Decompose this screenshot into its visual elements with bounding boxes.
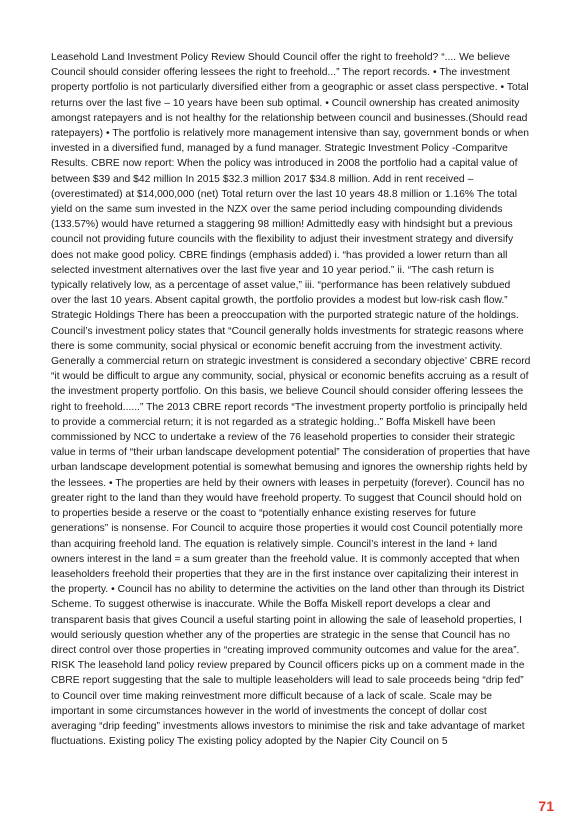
page-number: 71 — [538, 798, 554, 814]
body-paragraph: Leasehold Land Investment Policy Review Should Council offer the right to freehold? “.... We believe Council should consider offering lessees the right to freehold...” The report records. • The investment property portfolio is not particularly diversified either from a geographic or asset class perspective. • Total returns over the last five – 10 years have been sub optimal. • Council ownership has created animosity amongst ratepayers and is not healthy for the relationship between council and businesses.(Should read ratepayers) • The portfolio is relatively more management intensive than say, government bonds or when invested in a diversified fund, managed by a fund manager. Strategic Investment Policy -Comparitve Results. CBRE now report: When the policy was introduced in 2008 the portfolio had a capital value of between $39 and $42 million In 2015 $32.3 million 2017 $34.8 million. Add in rent received – (overestimated) at $14,000,000 (net) Total return over the last 10 years 48.8 million or 1.16% The total yield on the same sum invested in the NZX over the same period including compounding dividends (133.57%) would have returned a staggering 98 million! Admittedly easy with hindsight but a previous council not providing future councils with the flexibility to adjust their investment strategy and diversify does not make good policy. CBRE findings (emphasis added) i. “has provided a lower return than all selected investment alternatives over the last five year and 10 year period.” ii. “The cash return is typically relatively low, as a percentage of asset value,” iii. “performance has been relatively subdued over the last 10 years. Absent capital growth, the portfolio provides a modest but low-risk cash flow.” Strategic Holdings There has been a preoccupation with the purported strategic nature of the holdings. Council’s investment policy states that “Council generally holds investments for strategic reasons where there is some community, social physical or economic benefit accruing from the investment activity. Generally a commercial return on strategic investment is considered a secondary objective’ CBRE record “it would be difficult to argue any community, social, physical or economic benefits accruing as a result of the investment property portfolio. On this basis, we believe Council should consider offering lessees the right to freehold......” The 2013 CBRE report records “The investment property portfolio is principally held to provide a commercial return; it is not regarded as a strategic holding..” Boffa Miskell have been commissioned by NCC to undertake a review of the 76 leasehold properties to consider their strategic value in terms of “their urban landscape development potential” The consideration of properties that have urban landscape development potential is somewhat bemusing and ignores the ownership rights held by the lessees. • The properties are held by their owners with leases in perpetuity (forever). Council has no greater right to the land than they would have freehold property. To suggest that Council should hold on to properties beside a reserve or the coast to “potentially enhance existing reserves for future generations” is nonsense. For Council to acquire those properties it would cost Council potentially more than acquiring freehold land. The equation is relatively simple. Council’s interest in the land + land owners interest in the land = a sum greater than the freehold value. It is commonly accepted that when leaseholders freehold their properties that they are in the first instance over capitalizing their interest in the property. • Council has no ability to determine the activities on the land other than through its District Scheme. To suggest otherwise is inaccurate. While the Boffa Miskell report develops a clear and transparent basis that gives Council a useful starting point in allowing the sale of leasehold properties, I would seriously question whether any of the properties are strategic in the sense that Council has no direct control over those properties in “creating improved community outcomes and value for the area”. RISK The leasehold land policy review prepared by Council officers picks up on a comment made in the CBRE report suggesting that the sale to multiple leaseholders will lead to sale proceeds being “drip fed” to Council over time making reinvestment more difficult because of a lack of scale. Scale may be important in some circumstances however in the world of investments the concept of dollar cost averaging “drip feeding” investments allows investors to minimise the risk and take advantage of market fluctuations. Existing policy The existing policy adopted by the Napier City Council on 5 — [51, 52, 531, 748]
